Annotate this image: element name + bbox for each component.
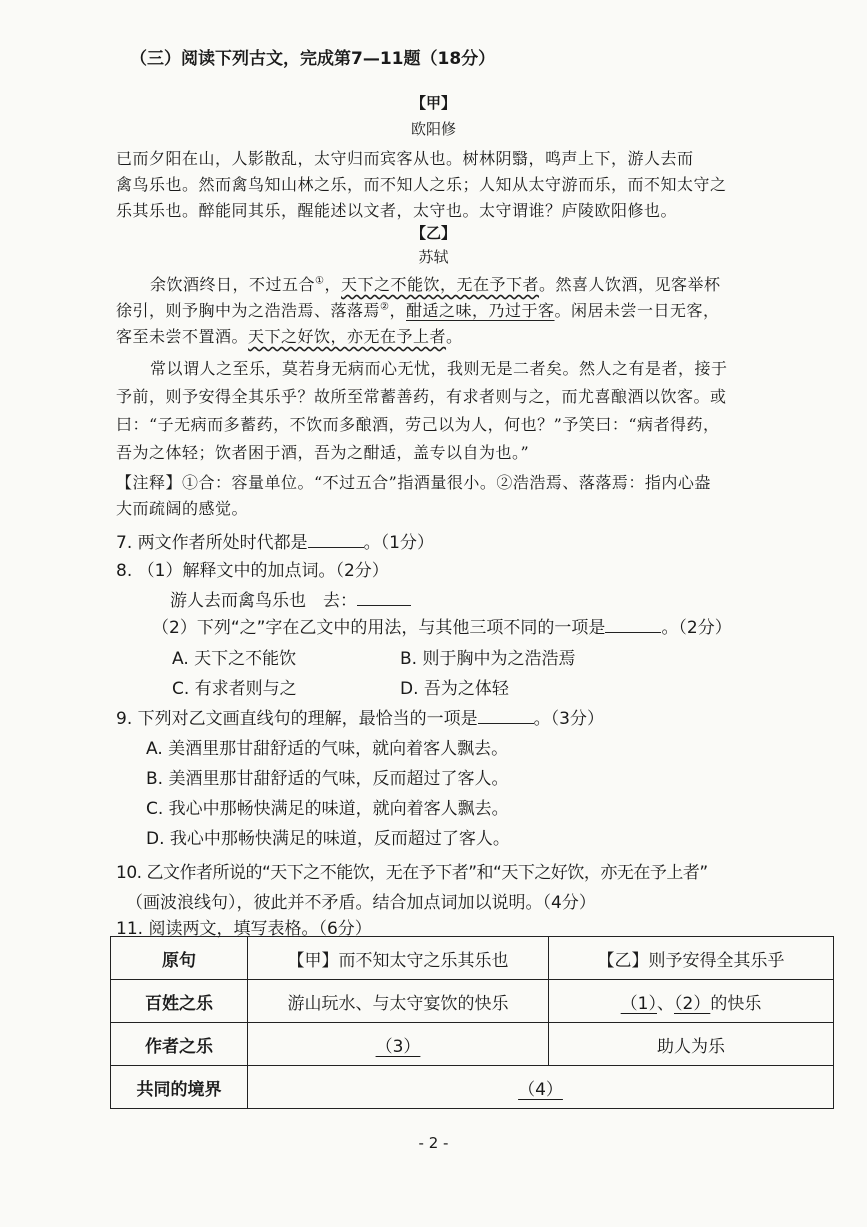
q9-stem-text: 9. 下列对乙文画直线句的理解，最恰当的一项是 <box>116 709 478 729</box>
blank-1[interactable]: （1） <box>620 993 657 1014</box>
text-b-line-3-post: 。 <box>446 327 463 346</box>
text-a-tag: 【甲】 <box>410 94 456 112</box>
text-b-line-2 <box>116 298 720 321</box>
question-11-stem: 11. 阅读两文，填写表格。（6分） <box>116 919 372 939</box>
question-7 <box>116 528 434 553</box>
table-cell-a-sentence: 【甲】而不知太守之乐其乐也 <box>248 937 549 980</box>
blank-4[interactable]: （4） <box>518 1079 563 1100</box>
text-a-line-1: 已而夕阳在山，人影散乱，太守归而宾客从也。树林阴翳，鸣声上下，游人去而 <box>116 149 694 168</box>
text-b-line-3 <box>116 324 463 347</box>
q9-answer-blank[interactable] <box>478 705 534 724</box>
table-cell-b-author-joy: 助人为乐 <box>549 1023 834 1066</box>
q9-score: 。（3分） <box>533 709 604 729</box>
question-11-table <box>110 936 834 1109</box>
table-cell-a-people-joy: 游山玩水、与太守宴饮的快乐 <box>248 980 549 1023</box>
table-cell-b-sentence: 【乙】则予安得全其乐乎 <box>549 937 834 980</box>
section-title: （三）阅读下列古文，完成第7—11题（18分） <box>130 49 496 69</box>
q9-option-c: C. 我心中那畅快满足的味道，就向着客人飘去。 <box>146 799 509 819</box>
text-b-line-1 <box>150 272 721 295</box>
table-row <box>111 980 834 1023</box>
q8-option-a: A. 天下之不能饮 <box>172 649 297 669</box>
table-header-author-joy: 作者之乐 <box>111 1023 248 1066</box>
question-8-sub1 <box>170 586 411 611</box>
wavy-sentence-1: 天下之不能饮，无在予下者 <box>341 275 540 294</box>
blank-2[interactable]: （2） <box>674 993 711 1014</box>
text-b-para2-line-2: 予前，则予安得全其乐乎？故所至常蓄善药，有求者则与之，而尤喜酿酒以饮客。或 <box>116 387 727 406</box>
q7-answer-blank[interactable] <box>308 529 364 548</box>
q9-option-b: B. 美酒里那甘甜舒适的气味，反而超过了客人。 <box>146 769 509 789</box>
q8-option-d: D. 吾为之体轻 <box>400 679 509 699</box>
blank-3[interactable]: （3） <box>375 1036 421 1057</box>
people-joy-suffix: 的快乐 <box>710 993 762 1014</box>
text-b-line-1-pre: 余饮酒终日，不过五合 <box>150 275 316 294</box>
text-b-line-2-post: 。闲居未尝一日无客， <box>554 301 720 320</box>
table-cell-b-people-joy <box>549 980 834 1023</box>
text-b-line-1-post: 。然喜人饮酒，见客举杯 <box>539 275 721 294</box>
straight-underlined-sentence: 酣适之味，乃过于客 <box>406 301 555 320</box>
text-b-para2-line-1: 常以谓人之至乐，莫若身无病而心无忧，我则无是二者矣。然人之有是者，接于 <box>150 359 728 378</box>
q8-sub2-text: （2）下列“之”字在乙文中的用法，与其他三项不同的一项是 <box>152 618 606 638</box>
question-8-sub2 <box>152 613 732 638</box>
table-header-original-sentence: 原句 <box>111 937 248 980</box>
text-a-line-3: 乐其乐也。醉能同其乐，醒能述以文者，太守也。太守谓谁？庐陵欧阳修也。 <box>116 201 678 220</box>
text-b-para2-line-3: 曰：“子无病而多蓄药，不饮而多酿酒，劳己以为人，何也？”予笑曰：“病者得药， <box>116 415 720 434</box>
wavy-sentence-2: 天下之好饮，亦无在予上者 <box>248 327 447 346</box>
q8-option-b: B. 则于胸中为之浩浩焉 <box>400 649 576 669</box>
question-9-stem <box>116 704 604 729</box>
text-b-tag: 【乙】 <box>410 224 456 242</box>
page-number: - 2 - <box>418 1134 449 1152</box>
text-a-line-2: 禽鸟乐也。然而禽鸟知山林之乐，而不知人之乐；人知从太守游而乐，而不知太守之 <box>116 175 727 194</box>
note-ref-1: ① <box>315 275 325 287</box>
text-b-para2-line-4: 吾为之体轻；饮者困于酒，吾为之酣适，盖专以自为也。” <box>116 443 530 462</box>
notes-line-2: 大而疏阔的感觉。 <box>116 499 249 518</box>
question-10-line-2: （画波浪线句），彼此并不矛盾。结合加点词加以说明。（4分） <box>126 893 596 913</box>
q8-sub2-score: 。（2分） <box>661 618 732 638</box>
text-b-author: 苏轼 <box>418 248 449 266</box>
q8-sub1-answer-blank[interactable] <box>357 587 411 606</box>
text-b-line-1-sep: ， <box>324 275 341 294</box>
q9-option-a: A. 美酒里那甘甜舒适的气味，就向着客人飘去。 <box>146 739 509 759</box>
q9-option-d: D. 我心中那畅快满足的味道，反而超过了客人。 <box>146 829 510 849</box>
text-b-line-3-pre: 客至未尝不置酒。 <box>116 327 249 346</box>
question-10-line-1: 10. 乙文作者所说的“天下之不能饮，无在予下者”和“天下之好饮，亦无在予上者” <box>116 863 708 883</box>
q7-stem: 7. 两文作者所处时代都是 <box>116 533 308 553</box>
q8-sub1-text: 游人去而禽鸟乐也 去： <box>170 591 357 611</box>
table-row <box>111 1023 834 1066</box>
text-b-line-2-sep: ， <box>389 301 406 320</box>
note-ref-2: ② <box>380 301 390 313</box>
table-cell-common-realm <box>248 1066 834 1109</box>
table-row <box>111 937 834 980</box>
q8-option-c: C. 有求者则与之 <box>172 679 297 699</box>
table-row <box>111 1066 834 1109</box>
text-a-author: 欧阳修 <box>410 120 456 138</box>
question-8-stem: 8. （1）解释文中的加点词。（2分） <box>116 561 389 581</box>
q7-score: 。（1分） <box>363 533 434 553</box>
blank-separator: 、 <box>657 993 674 1014</box>
q8-sub2-answer-blank[interactable] <box>605 614 661 633</box>
text-b-line-2-pre: 徐引，则予胸中为之浩浩焉、落落焉 <box>116 301 381 320</box>
table-cell-a-author-joy <box>248 1023 549 1066</box>
table-header-common-realm: 共同的境界 <box>111 1066 248 1109</box>
table-header-people-joy: 百姓之乐 <box>111 980 248 1023</box>
notes-line-1: 【注释】①合：容量单位。“不过五合”指酒量很小。②浩浩焉、落落焉：指内心盎 <box>116 473 711 492</box>
